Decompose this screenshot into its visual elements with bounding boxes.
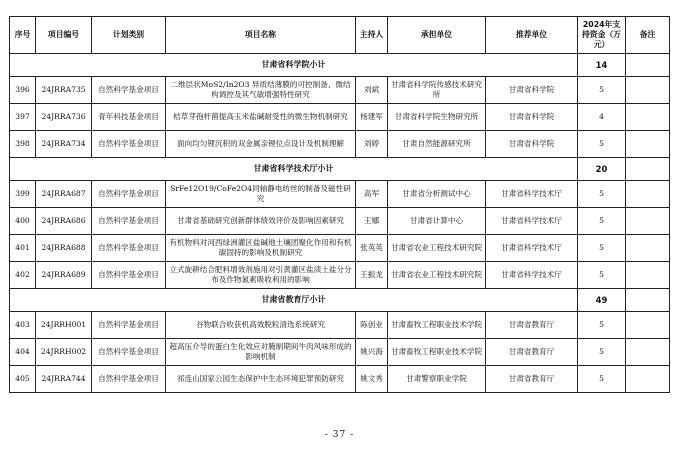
cell-name: 超高压介导的蛋白生化效应对腌制期间牛肉风味形成的影响机制	[166, 339, 356, 366]
cell-remark	[626, 366, 670, 393]
cell-name: 甘肃省基础研究创新群体绩效评价及影响因素研究	[166, 208, 356, 235]
cell-host: 陈创业	[356, 312, 388, 339]
cell-seq: 396	[10, 77, 36, 104]
cell-category: 自然科学基金项目	[92, 181, 166, 208]
cell-recommender: 甘肃省教育厅	[486, 339, 578, 366]
cell-name: 二维层状MoS2/In2O3 异质结薄膜的可控制备、微结构调控及其气敏增强特性研究	[166, 77, 356, 104]
cell-seq: 403	[10, 312, 36, 339]
table-row	[10, 181, 670, 208]
cell-unit: 甘肃畜牧工程职业技术学院	[388, 339, 486, 366]
cell-host: 张英英	[356, 235, 388, 262]
cell-unit: 甘肃畜牧工程职业技术学院	[388, 312, 486, 339]
header-seq: 序号	[10, 17, 36, 54]
cell-seq: 401	[10, 235, 36, 262]
table-row	[10, 235, 670, 262]
header-name: 项目名称	[166, 17, 356, 54]
cell-category: 自然科学基金项目	[92, 262, 166, 289]
group-subtotal-row	[10, 54, 670, 77]
cell-recommender: 甘肃省科学院	[486, 131, 578, 158]
cell-funding: 5	[578, 235, 626, 262]
cell-recommender: 甘肃省科学院	[486, 104, 578, 131]
cell-seq: 402	[10, 262, 36, 289]
cell-unit: 甘肃省农业工程技术研究院	[388, 262, 486, 289]
table-row	[10, 312, 670, 339]
cell-seq: 399	[10, 181, 36, 208]
cell-host: 王娜	[356, 208, 388, 235]
cell-code: 24JRRA686	[36, 208, 92, 235]
cell-category: 自然科学基金项目	[92, 235, 166, 262]
cell-code: 24JRRA688	[36, 235, 92, 262]
cell-funding: 5	[578, 366, 626, 393]
cell-recommender: 甘肃省科学技术厅	[486, 208, 578, 235]
header-category: 计划类别	[92, 17, 166, 54]
cell-name: 谷物联合收获机高效脱粒清选系统研究	[166, 312, 356, 339]
cell-category: 自然科学基金项目	[92, 131, 166, 158]
cell-funding: 5	[578, 262, 626, 289]
cell-remark	[626, 77, 670, 104]
cell-seq: 405	[10, 366, 36, 393]
cell-code: 24JRRA744	[36, 366, 92, 393]
cell-remark	[626, 131, 670, 158]
cell-unit: 甘肃省计算中心	[388, 208, 486, 235]
cell-code: 24JRRH002	[36, 339, 92, 366]
cell-code: 24JRRH001	[36, 312, 92, 339]
group-title: 甘肃省教育厅小计	[10, 289, 578, 312]
group-title: 甘肃省科学技术厅小计	[10, 158, 578, 181]
cell-host: 杨建军	[356, 104, 388, 131]
cell-code: 24JRRA734	[36, 131, 92, 158]
header-remark: 备注	[626, 17, 670, 54]
group-sum: 20	[578, 158, 626, 181]
cell-unit: 甘肃警察职业学院	[388, 366, 486, 393]
cell-funding: 4	[578, 104, 626, 131]
group-remark	[626, 54, 670, 77]
cell-category: 自然科学基金项目	[92, 208, 166, 235]
table-row	[10, 339, 670, 366]
cell-funding: 5	[578, 131, 626, 158]
cell-host: 高军	[356, 181, 388, 208]
cell-host: 王振龙	[356, 262, 388, 289]
group-remark	[626, 158, 670, 181]
cell-host: 姚兴海	[356, 339, 388, 366]
cell-remark	[626, 262, 670, 289]
cell-seq: 400	[10, 208, 36, 235]
cell-remark	[626, 235, 670, 262]
cell-funding: 5	[578, 312, 626, 339]
cell-code: 24JRRA736	[36, 104, 92, 131]
cell-code: 24JRRA735	[36, 77, 92, 104]
cell-recommender: 甘肃省科学技术厅	[486, 262, 578, 289]
header-unit: 承担单位	[388, 17, 486, 54]
cell-host: 刘斌	[356, 77, 388, 104]
header-host: 主持人	[356, 17, 388, 54]
cell-unit: 甘肃省农业工程技术研究院	[388, 235, 486, 262]
cell-funding: 5	[578, 77, 626, 104]
table-row	[10, 77, 670, 104]
cell-unit: 甘肃省科学院传感技术研究所	[388, 77, 486, 104]
cell-category: 自然科学基金项目	[92, 339, 166, 366]
cell-code: 24JRRA689	[36, 262, 92, 289]
cell-seq: 404	[10, 339, 36, 366]
cell-remark	[626, 181, 670, 208]
cell-recommender: 甘肃省科学院	[486, 77, 578, 104]
cell-recommender: 甘肃省教育厅	[486, 366, 578, 393]
cell-category: 青年科技基金项目	[92, 104, 166, 131]
cell-category: 自然科学基金项目	[92, 312, 166, 339]
table-header-row	[10, 17, 670, 54]
header-recommender: 推荐单位	[486, 17, 578, 54]
header-code: 项目编号	[36, 17, 92, 54]
cell-name: 有机物料对河西绿洲灌区盐碱地土壤团聚化作用和有机碳固持的影响及机制研究	[166, 235, 356, 262]
cell-name: 立式旋耕结合肥料增效剂施用对引黄灌区盐渍土盐分分布及作物氮素吸收利用的影响	[166, 262, 356, 289]
table-row	[10, 262, 670, 289]
cell-recommender: 甘肃省教育厅	[486, 312, 578, 339]
cell-recommender: 甘肃省科学技术厅	[486, 181, 578, 208]
project-funding-table	[9, 16, 670, 393]
cell-name: 祁连山国家公园生态保护中生态环境犯罪预防研究	[166, 366, 356, 393]
table-row	[10, 131, 670, 158]
cell-funding: 5	[578, 181, 626, 208]
cell-unit: 甘肃省科学院生物研究所	[388, 104, 486, 131]
cell-funding: 5	[578, 208, 626, 235]
table-row	[10, 366, 670, 393]
cell-host: 姚文秀	[356, 366, 388, 393]
table-row	[10, 208, 670, 235]
group-title: 甘肃省科学院小计	[10, 54, 578, 77]
cell-name: 桔草芽孢杆菌提高玉米盐碱耐受性的微生物机制研究	[166, 104, 356, 131]
table-row	[10, 104, 670, 131]
cell-code: 24JRRA687	[36, 181, 92, 208]
group-subtotal-row	[10, 289, 670, 312]
cell-category: 自然科学基金项目	[92, 77, 166, 104]
cell-host: 刘婷	[356, 131, 388, 158]
cell-category: 自然科学基金项目	[92, 366, 166, 393]
group-remark	[626, 289, 670, 312]
cell-unit: 甘肃自然能源研究所	[388, 131, 486, 158]
cell-name: SrFe12O19/CoFe2O4同轴静电纺丝的制备及磁性研究	[166, 181, 356, 208]
cell-unit: 甘肃省分析测试中心	[388, 181, 486, 208]
cell-remark	[626, 208, 670, 235]
group-sum: 49	[578, 289, 626, 312]
cell-remark	[626, 104, 670, 131]
page-number: - 37 -	[324, 430, 355, 440]
group-subtotal-row	[10, 158, 670, 181]
cell-seq: 398	[10, 131, 36, 158]
cell-remark	[626, 339, 670, 366]
cell-remark	[626, 312, 670, 339]
cell-funding: 5	[578, 339, 626, 366]
cell-seq: 397	[10, 104, 36, 131]
cell-recommender: 甘肃省科学技术厅	[486, 235, 578, 262]
group-sum: 14	[578, 54, 626, 77]
cell-name: 面向均匀锂沉积的双金属亲锂位点设计及机制理解	[166, 131, 356, 158]
header-funding: 2024年支持资金（万元）	[578, 17, 626, 54]
